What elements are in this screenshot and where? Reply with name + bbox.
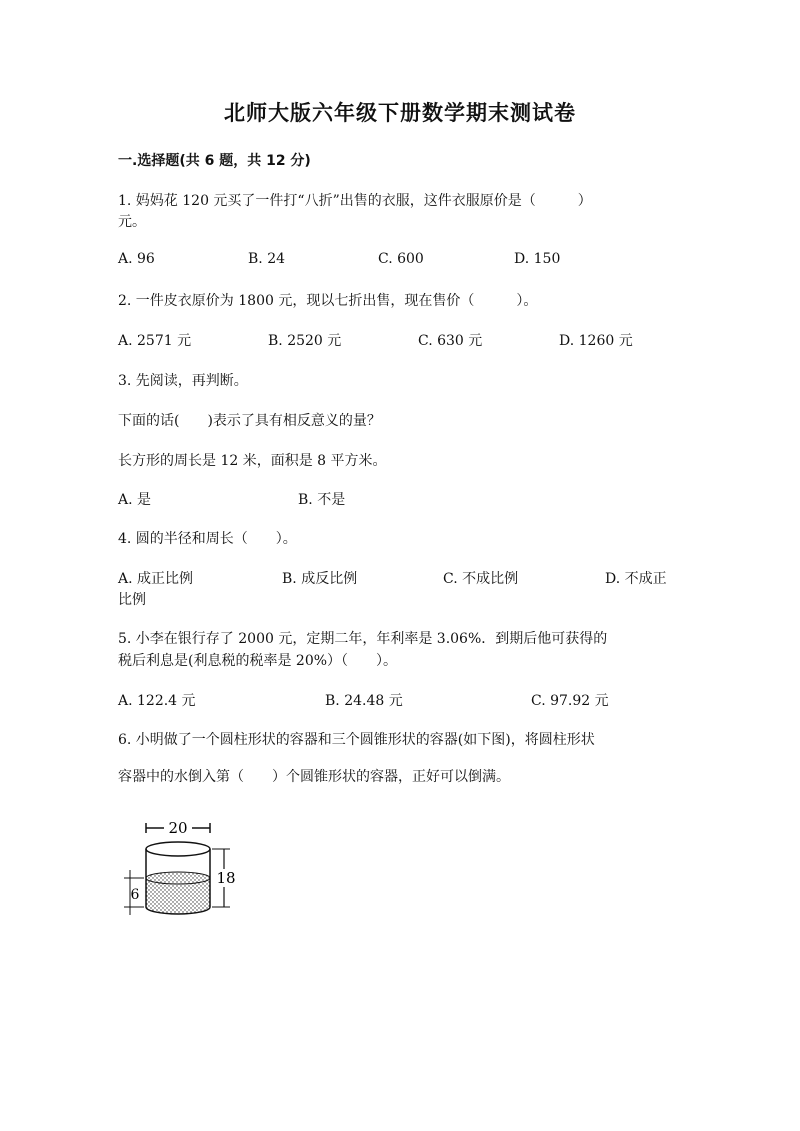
question-1-text: 1. 妈妈花 120 元买了一件打“八折”出售的衣服，这件衣服原价是（ ） — [118, 193, 592, 209]
page-title: 北师大版六年级下册数学期末测试卷 — [224, 101, 576, 125]
section-heading: 一.选择题(共 6 题，共 12 分) — [118, 153, 311, 169]
question-2-option-c: C. 630 元 — [418, 333, 483, 349]
question-4-option-d: D. 不成正 — [605, 571, 667, 587]
question-4-option-a: A. 成正比例 — [118, 571, 194, 587]
question-2-option-b: B. 2520 元 — [268, 333, 342, 349]
question-3-text: 3. 先阅读，再判断。 — [118, 373, 248, 389]
question-5-text-cont: 税后利息是(利息税的税率是 20%）（ ）。 — [118, 653, 398, 669]
question-1-option-d: D. 150 — [514, 251, 561, 267]
question-1-text-cont: 元。 — [118, 214, 146, 230]
question-3-option-b: B. 不是 — [298, 492, 346, 508]
question-4-option-b: B. 成反比例 — [282, 571, 358, 587]
question-5-option-c: C. 97.92 元 — [531, 693, 609, 709]
height-dimension — [212, 849, 236, 907]
question-3-statement: 长方形的周长是 12 米，面积是 8 平方米。 — [118, 453, 387, 469]
width-label: 20 — [168, 819, 188, 837]
question-5-text: 5. 小李在银行存了 2000 元，定期二年，年利率是 3.06%．到期后他可获得的 — [118, 631, 608, 647]
water-fill — [146, 872, 210, 914]
question-2-option-a: A. 2571 元 — [118, 333, 192, 349]
water-label: 6 — [130, 887, 140, 903]
question-1-option-a: A. 96 — [118, 251, 155, 267]
cylinder-figure — [118, 815, 248, 925]
question-5-option-a: A. 122.4 元 — [118, 693, 196, 709]
question-2-option-d: D. 1260 元 — [559, 333, 633, 349]
question-1-option-b: B. 24 — [248, 251, 286, 267]
question-6-text: 6. 小明做了一个圆柱形状的容器和三个圆锥形状的容器(如下图)，将圆柱形状 — [118, 732, 595, 748]
question-4-option-d-cont: 比例 — [118, 592, 146, 608]
height-label: 18 — [216, 869, 236, 887]
question-3-option-a: A. 是 — [118, 492, 152, 508]
question-1-option-c: C. 600 — [378, 251, 424, 267]
question-6-text-cont: 容器中的水倒入第（ ）个圆锥形状的容器，正好可以倒满。 — [118, 769, 510, 785]
question-5-option-b: B. 24.48 元 — [325, 693, 403, 709]
question-2-text: 2. 一件皮衣原价为 1800 元，现以七折出售，现在售价（ ）。 — [118, 293, 538, 309]
width-dimension — [146, 819, 210, 837]
question-4-option-c: C. 不成比例 — [443, 571, 519, 587]
water-height-dimension — [124, 870, 144, 915]
question-4-text: 4. 圆的半径和周长（ ）。 — [118, 531, 297, 547]
question-3-prompt: 下面的话( )表示了具有相反意义的量？ — [118, 413, 381, 429]
